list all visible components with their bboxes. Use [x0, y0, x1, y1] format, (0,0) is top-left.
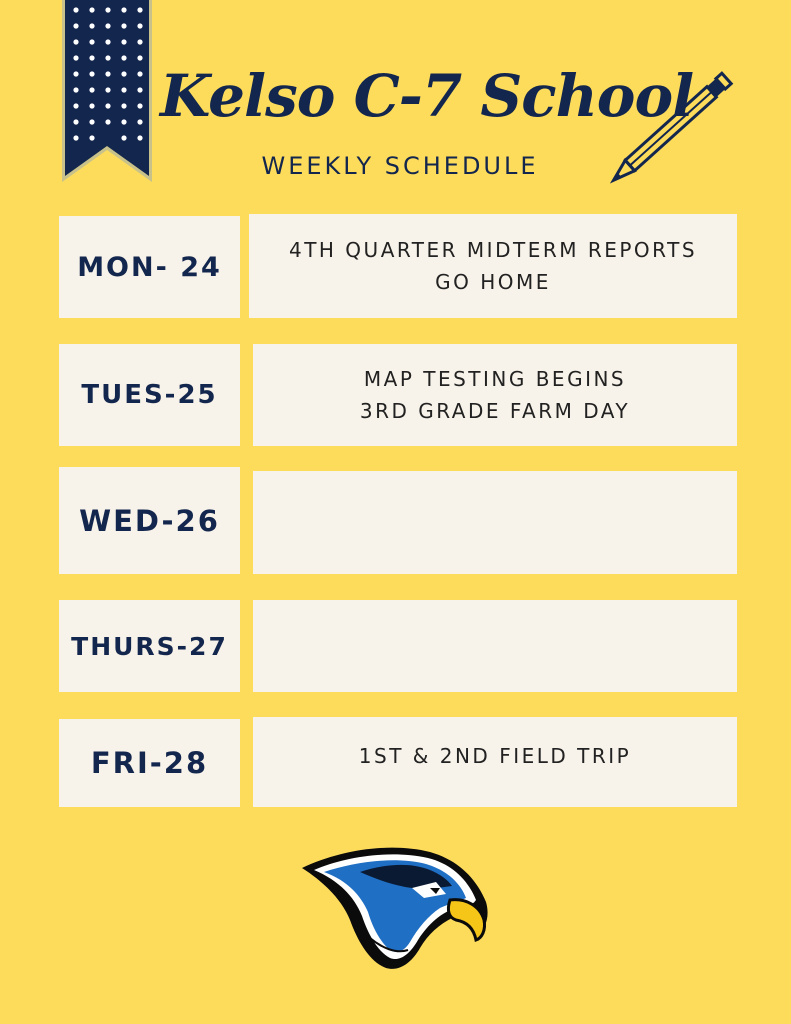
day-text: WED-26 — [79, 503, 220, 538]
event-line: 3RD GRADE FARM DAY — [359, 399, 631, 423]
day-label-wednesday — [59, 467, 240, 574]
pencil-icon — [610, 62, 742, 187]
day-text: THURS-27 — [71, 631, 228, 661]
event-card-wednesday — [253, 471, 737, 574]
day-text: TUES-25 — [81, 380, 218, 410]
event-line: 4TH QUARTER MIDTERM REPORTS — [288, 238, 698, 262]
day-label-friday — [59, 719, 240, 807]
day-label-thursday — [59, 600, 240, 692]
event-card-monday — [249, 214, 737, 318]
event-card-tuesday — [253, 344, 737, 446]
day-text: MON- 24 — [77, 251, 222, 283]
day-text: FRI-28 — [90, 746, 209, 780]
hawk-mascot-logo — [300, 842, 492, 974]
page-subtitle: WEEKLY SCHEDULE — [261, 152, 539, 180]
event-line: 1ST & 2ND FIELD TRIP — [358, 744, 632, 768]
day-label-monday — [59, 216, 240, 318]
day-label-tuesday — [59, 344, 240, 446]
school-title: Kelso C-7 School — [160, 62, 694, 130]
bookmark-ribbon-icon — [62, 0, 152, 185]
event-line: MAP TESTING BEGINS — [363, 367, 627, 391]
event-card-thursday — [253, 600, 737, 692]
event-card-friday — [253, 717, 737, 807]
event-line: GO HOME — [435, 270, 551, 294]
